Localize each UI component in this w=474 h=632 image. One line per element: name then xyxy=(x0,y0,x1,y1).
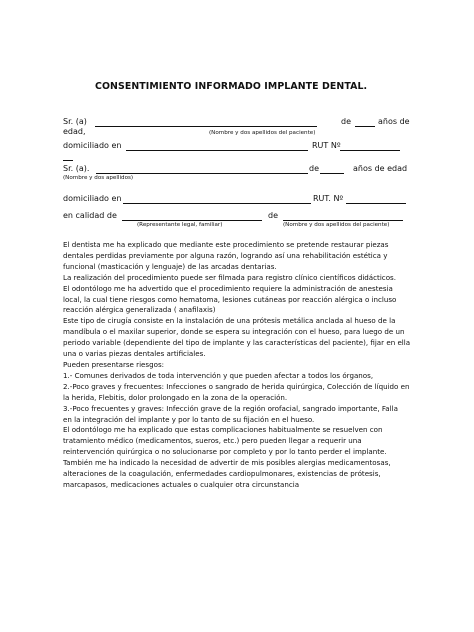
calidad-line[interactable] xyxy=(122,220,262,221)
body-line: local, la cual tiene riesgos como hematoma, lesiones cutáneas por reacción alérgica o incluso xyxy=(63,294,397,304)
domiciliado-label: domiciliado en xyxy=(63,141,122,150)
consent-body xyxy=(63,240,423,491)
body-line: 3.-Poco frecuentes y graves: Infección grave de la región orofacial, sangrado importante, Falla xyxy=(63,403,398,413)
body-line: la herida, Flebitis, dolor prolongado en la zona de la operación. xyxy=(63,392,288,402)
body-line: en la integración del implante y por lo tanto de su fijación en el hueso. xyxy=(63,414,315,424)
anos-de-edad-label: años de edad xyxy=(353,164,408,173)
second-address-line[interactable] xyxy=(123,203,311,204)
de2-label: de xyxy=(309,164,319,173)
body-line: Este tipo de cirugía consiste en la instalación de una prótesis metálica anclada al hueso de la xyxy=(63,316,396,326)
second-age-line[interactable] xyxy=(320,173,344,174)
body-line: mandíbula o el maxilar superior, donde se espera su integración con el hueso, para luego de un xyxy=(63,327,405,337)
body-line: 2.-Poco graves y frecuentes: Infecciones o sangrado de herida quirúrgica, Colección de líquido en xyxy=(63,381,410,391)
second-name-line[interactable] xyxy=(96,173,308,174)
represented-name-line[interactable] xyxy=(283,220,403,221)
body-line: Pueden presentarse riesgos: xyxy=(63,359,165,369)
body-line: reacción alérgica generalizada ( anafilaxis) xyxy=(63,305,216,315)
nombre-hint3: (Nombre y dos apellidos del paciente) xyxy=(283,222,390,228)
body-line: una o varias piezas dentales artificiales. xyxy=(63,349,206,359)
body-line: dentales perdidas previamente por alguna razón, logrando así una rehabilitación estética y xyxy=(63,250,388,260)
body-line: El dentista me ha explicado que mediante este procedimiento se pretende restaurar piezas xyxy=(63,240,389,249)
de3-label: de xyxy=(268,211,278,220)
en-calidad-label: en calidad de xyxy=(63,211,117,220)
anos-de-label: años de xyxy=(378,117,410,126)
age-line[interactable] xyxy=(355,126,375,127)
sr2-label: Sr. (a). xyxy=(63,164,90,173)
domiciliado2-label: domiciliado en xyxy=(63,194,122,203)
body-line: periodo variable (dependiente del tipo de implante y las características del paciente), fijar en ella xyxy=(63,338,411,348)
edad-label: edad, xyxy=(63,127,86,136)
body-line: El odontólogo me ha explicado que estas complicaciones habitualmente se resuelven con xyxy=(63,425,383,435)
document-title: CONSENTIMIENTO INFORMADO IMPLANTE DENTAL. xyxy=(95,81,368,92)
body-line: alteraciones de la coagulación, enfermedades cardiopulmonares, existencias de prótesis, xyxy=(63,469,381,479)
representante-hint: (Representante legal, familiar) xyxy=(137,222,223,228)
nombre-hint: (Nombre y dos apellidos del paciente) xyxy=(209,130,316,136)
rut-line[interactable] xyxy=(340,150,400,151)
nombre-hint2: (Nombre y dos apellidos) xyxy=(63,175,134,181)
patient-name-line[interactable] xyxy=(95,126,317,127)
body-line: funcional (masticación y lenguaje) de las arcadas dentarias. xyxy=(63,261,277,271)
sr-label: Sr. (a) xyxy=(63,117,87,126)
body-line: tratamiento médico (medicamentos, sueros, etc.) pero pueden llegar a requerir una xyxy=(63,436,362,446)
body-line: La realización del procedimiento puede ser filmada para registro clínico científicos didácticos. xyxy=(63,272,396,282)
address-line[interactable] xyxy=(126,150,308,151)
second-rut-line[interactable] xyxy=(346,203,406,204)
rut2-label: RUT. Nº xyxy=(313,194,344,203)
body-line: 1.- Comunes derivados de toda intervención y que pueden afectar a todos los órganos, xyxy=(63,370,374,380)
body-line: También me ha indicado la necesidad de advertir de mis posibles alergias medicamentosas, xyxy=(63,458,391,468)
rut-label: RUT Nº xyxy=(312,141,341,150)
body-line: marcapasos, medicaciones actuales o cualquier otra circunstancia xyxy=(63,479,300,489)
body-line: reintervención quirúrgica o no solucionarse por completo y por lo tanto perder el implante. xyxy=(63,447,387,457)
de-label: de xyxy=(341,117,351,126)
rut-overflow-line[interactable] xyxy=(63,160,73,161)
body-line: El odontólogo me ha advertido que el procedimiento requiere la administración de anestesia xyxy=(63,283,393,293)
